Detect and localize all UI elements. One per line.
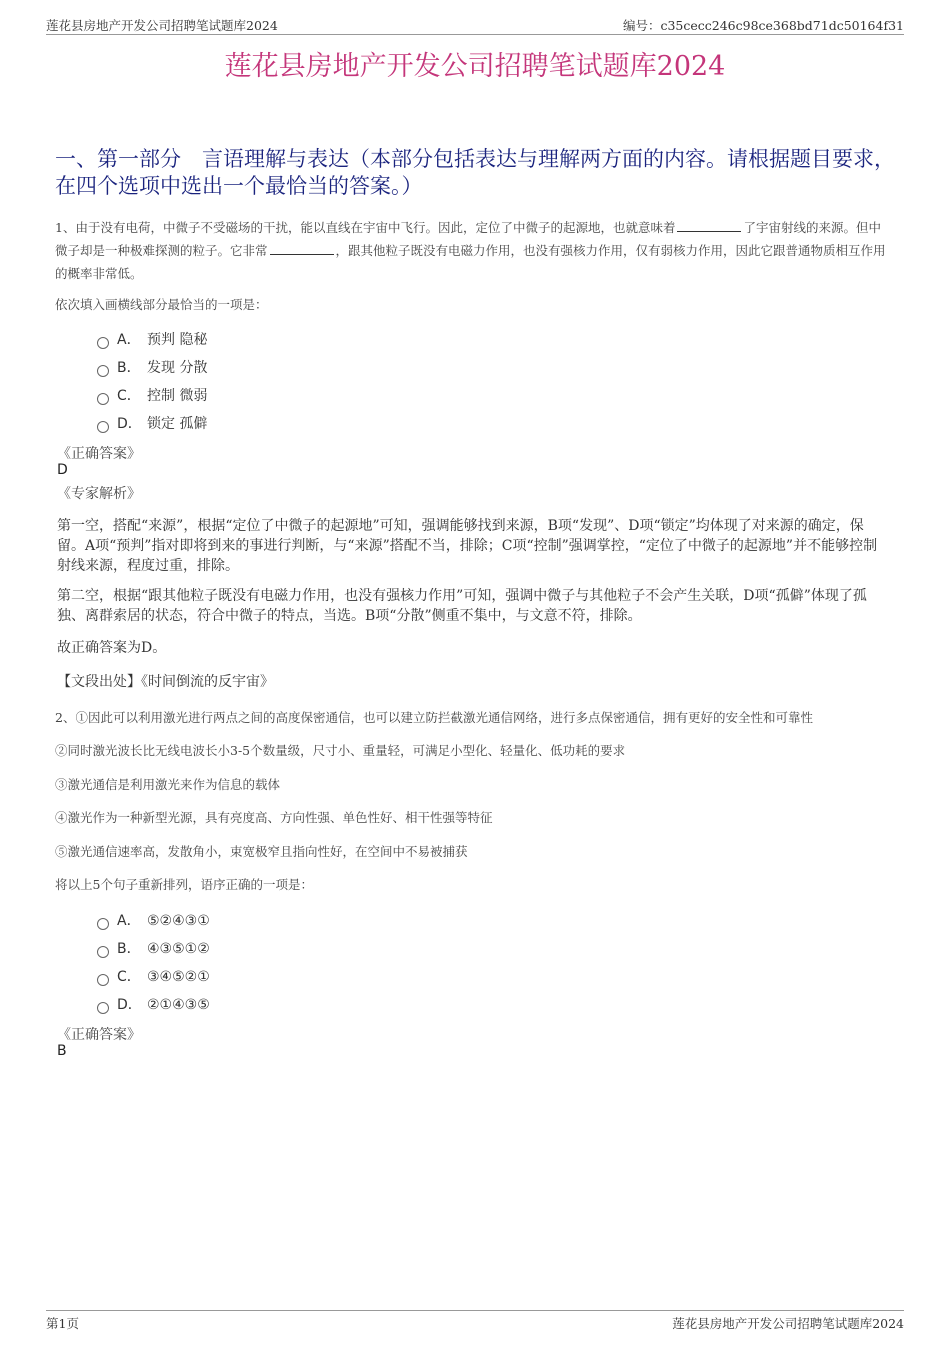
q1-blank-1 <box>677 217 741 232</box>
q2-sentence-3: ③激光通信是利用激光来作为信息的载体 <box>55 777 281 792</box>
q2-answer: B <box>57 1043 67 1059</box>
page-title: 莲花县房地产开发公司招聘笔试题库2024 <box>224 51 726 82</box>
q1-text-c: ，跟其他粒子既没有电磁力作用，也没有强核力作用，仅有弱核力作用，因此它跟普通物质相互作用的概率非常低。 <box>55 243 886 281</box>
q1-option-a[interactable]: A． 预判 隐秘 <box>97 329 207 349</box>
radio-icon[interactable] <box>97 337 109 349</box>
section-heading: 一、第一部分 言语理解与表达（本部分包括表达与理解两方面的内容。请根据题目要求，在四个选项中选出一个最恰当的答案。） <box>55 147 895 198</box>
q2-sentence-5: ⑤激光通信速率高，发散角小，束宽极窄且指向性好，在空间中不易被捕获 <box>55 844 468 859</box>
q1-analysis-label: 《专家解析》 <box>57 486 141 502</box>
q1-answer-label: 《正确答案》 <box>57 446 141 462</box>
radio-icon[interactable] <box>97 1002 109 1014</box>
footer-doc-title: 莲花县房地产开发公司招聘笔试题库2024 <box>672 1316 904 1331</box>
radio-icon[interactable] <box>97 974 109 986</box>
header-doc-title: 莲花县房地产开发公司招聘笔试题库2024 <box>46 18 278 33</box>
radio-icon[interactable] <box>97 393 109 405</box>
q2-option-a[interactable]: A． ⑤②④③① <box>97 910 210 930</box>
q1-option-b[interactable]: B． 发现 分散 <box>97 357 207 377</box>
page-footer <box>46 1310 904 1331</box>
q1-text-b: 了宇宙射线的来源。但中微子却是一种极难探测的粒子。它非常 <box>55 220 881 258</box>
q1-analysis-3: 故正确答案为D。 <box>57 640 167 656</box>
header-doc-id: 编号：c35cecc246c98ce368bd71dc50164f31 <box>622 18 904 33</box>
q1-source: 【文段出处】《时间倒流的反宇宙》 <box>57 674 274 690</box>
q2-sentence-4: ④激光作为一种新型光源，具有亮度高、方向性强、单色性好、相干性强等特征 <box>55 810 493 825</box>
q1-analysis-1: 第一空，搭配“来源”，根据“定位了中微子的起源地”可知，强调能够找到来源，B项“发现”、D项“锁定”均体现了对来源的确定，保留。A项“预判”指对即将到来的事进行判断，与“来源”搭配不当，排除；C项“控制”强调掌控，“定位了中微子的起源地”并不能够控制射线来源，程度过重，排除。 <box>57 518 878 574</box>
q2-option-b[interactable]: B． ④③⑤①② <box>97 938 210 958</box>
q2-sentence-2: ②同时激光波长比无线电波长小3-5个数量级，尺寸小、重量轻，可满足小型化、轻量化、低功耗的要求 <box>55 743 626 758</box>
q2-option-d[interactable]: D． ②①④③⑤ <box>97 994 210 1014</box>
q1-text <box>55 216 890 285</box>
q2-option-c[interactable]: C． ③④⑤②① <box>97 966 210 986</box>
q1-blank-2 <box>270 240 334 255</box>
page-number: 第1页 <box>46 1316 79 1331</box>
radio-icon[interactable] <box>97 421 109 433</box>
q1-answer: D <box>57 462 68 478</box>
q2-sentence-1: 2、①因此可以利用激光进行两点之间的高度保密通信，也可以建立防拦截激光通信网络，进行多点保密通信，拥有更好的安全性和可靠性 <box>55 710 813 725</box>
q1-option-d[interactable]: D． 锁定 孤僻 <box>97 413 207 433</box>
q2-answer-label: 《正确答案》 <box>57 1027 141 1043</box>
radio-icon[interactable] <box>97 946 109 958</box>
q1-option-c[interactable]: C． 控制 微弱 <box>97 385 207 405</box>
q1-analysis-2: 第二空，根据“跟其他粒子既没有电磁力作用，也没有强核力作用”可知，强调中微子与其他粒子不会产生关联，D项“孤僻”体现了孤独、离群索居的状态，符合中微子的特点，当选。B项“分散”侧重不集中，与文意不符，排除。 <box>57 588 867 624</box>
radio-icon[interactable] <box>97 365 109 377</box>
q1-text-a: 1、由于没有电荷，中微子不受磁场的干扰，能以直线在宇宙中飞行。因此，定位了中微子的起源地，也就意味着 <box>55 220 676 235</box>
q1-prompt: 依次填入画横线部分最恰当的一项是： <box>55 297 268 312</box>
page-header <box>46 14 904 35</box>
q2-prompt: 将以上5个句子重新排列，语序正确的一项是： <box>55 877 313 892</box>
radio-icon[interactable] <box>97 918 109 930</box>
